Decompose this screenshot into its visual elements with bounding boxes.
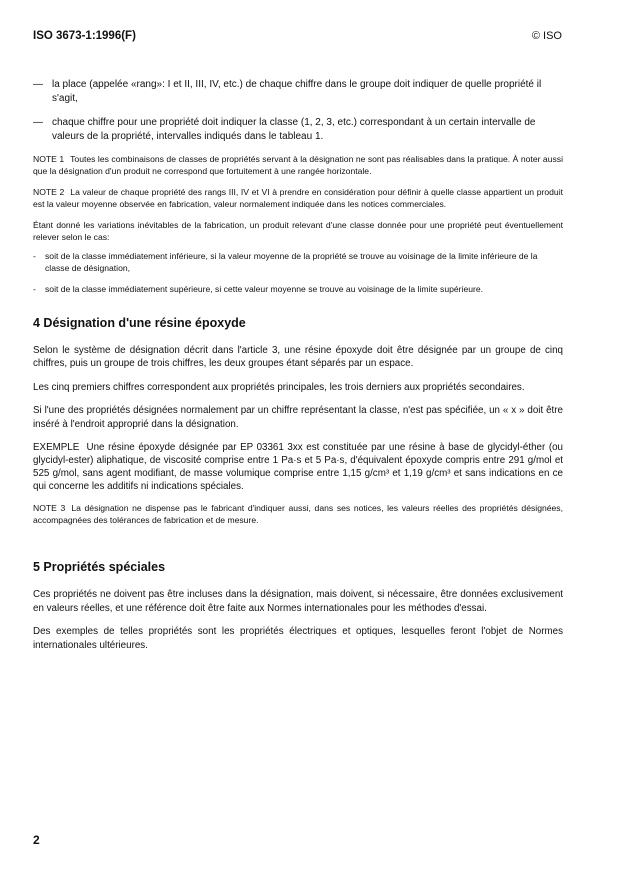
variation-paragraph: Étant donné les variations inévitables de la fabrication, un produit relevant d'une classe donnée pour une propriété peut éventuellement relever selon le cas:	[33, 220, 563, 242]
section-4-paragraph-2: Les cinq premiers chiffres correspondent aux propriétés principales, les trois derniers aux propriétés secondaires.	[33, 381, 525, 393]
list-item-text: chaque chiffre pour une propriété doit indiquer la classe (1, 2, 3, etc.) correspondant à un certain intervalle de valeurs de la propriété, intervalles indiqués dans le tableau 1.	[52, 117, 536, 142]
section-4-paragraph-3: Si l'une des propriétés désignées normalement par un chiffre représentant la classe, n'est pas spécifiée, un « x » doit être inséré à l'endroit approprié dans la désignation.	[33, 405, 563, 430]
bullet-marker: -	[33, 251, 36, 261]
bullet-item	[33, 284, 563, 296]
bullet-text: soit de la classe immédiatement inférieure, si la valeur moyenne de la propriété se trouve au voisinage de la limite inférieure de la classe de désignation,	[45, 251, 538, 273]
page-number: 2	[33, 833, 40, 847]
example-text: Une résine époxyde désignée par EP 03361 3xx est constituée par une résine à base de glycidyl-éther (ou glycidyl-ester) aliphatique, de viscosité comprise entre 1 Pa·s et 5 Pa·s, d'équivalent époxyde compris entre 291 g/mol et 525 g/mol, sans agent modifiant, de masse volumique comprise entre 1,15 g/cm³ et 1,19 g/cm³ et sans indications en ce qui concerne les additifs ni indications spéciales.	[33, 442, 564, 492]
section-4-paragraph-1: Selon le système de désignation décrit dans l'article 3, une résine époxyde doit être désignée par un groupe de cinq chiffres, puis un groupe de trois chiffres, les deux groupes étant séparés par un espace.	[33, 344, 563, 369]
example-block	[33, 441, 563, 493]
note-3	[33, 503, 563, 526]
note-2	[33, 187, 563, 210]
list-item	[33, 116, 563, 144]
note-text: La désignation ne dispense pas le fabricant d'indiquer aussi, dans ses notices, les valeurs réelles des propriétés désignées, accompagnées des tolérances de fabrication et de mesure.	[33, 503, 563, 525]
bullet-text: soit de la classe immédiatement supérieure, si cette valeur moyenne se trouve au voisinage de la limite supérieure.	[45, 284, 484, 294]
note-label: NOTE 1	[33, 154, 65, 164]
note-1	[33, 154, 563, 177]
section-4-heading: 4 Désignation d'une résine époxyde	[33, 315, 246, 330]
document-id: ISO 3673-1:1996(F)	[33, 30, 136, 42]
note-text: La valeur de chaque propriété des rangs III, IV et VI à prendre en considération pour définir à quelle classe appartient un produit est la valeur moyenne observée en fabrication, valeur normalement indiquée dans les notices commerciales.	[33, 187, 563, 209]
dash-marker: —	[33, 117, 43, 128]
bullet-item	[33, 251, 563, 274]
dash-marker: —	[33, 79, 43, 90]
section-5-heading: 5 Propriétés spéciales	[33, 560, 166, 574]
section-5-paragraph-1: Ces propriétés ne doivent pas être incluses dans la désignation, mais doivent, si nécessaire, être données exclusivement en valeurs réelles, et une référence doit être faite aux Normes internationales pour les méthodes d'essai.	[33, 589, 563, 614]
copyright-mark: © ISO	[531, 30, 562, 42]
note-label: NOTE 3	[33, 503, 66, 513]
note-label: NOTE 2	[33, 187, 65, 197]
example-label: EXEMPLE	[33, 442, 80, 453]
bullet-marker: -	[33, 284, 36, 294]
list-item	[33, 78, 563, 106]
list-item-text: la place (appelée «rang»: I et II, III, IV, etc.) de chaque chiffre dans le groupe doit indiquer de quelle propriété il s'agit,	[52, 79, 542, 104]
note-text: Toutes les combinaisons de classes de propriétés servant à la désignation ne sont pas réalisables dans la pratique. À noter aussi que la désignation d'un produit ne correspond que fortuitement à une rangée horizontale.	[33, 154, 563, 176]
section-5-paragraph-2: Des exemples de telles propriétés sont les propriétés électriques et optiques, lesquelles feront l'objet de Normes internationales ultérieures.	[33, 626, 563, 651]
page-body	[33, 78, 563, 662]
